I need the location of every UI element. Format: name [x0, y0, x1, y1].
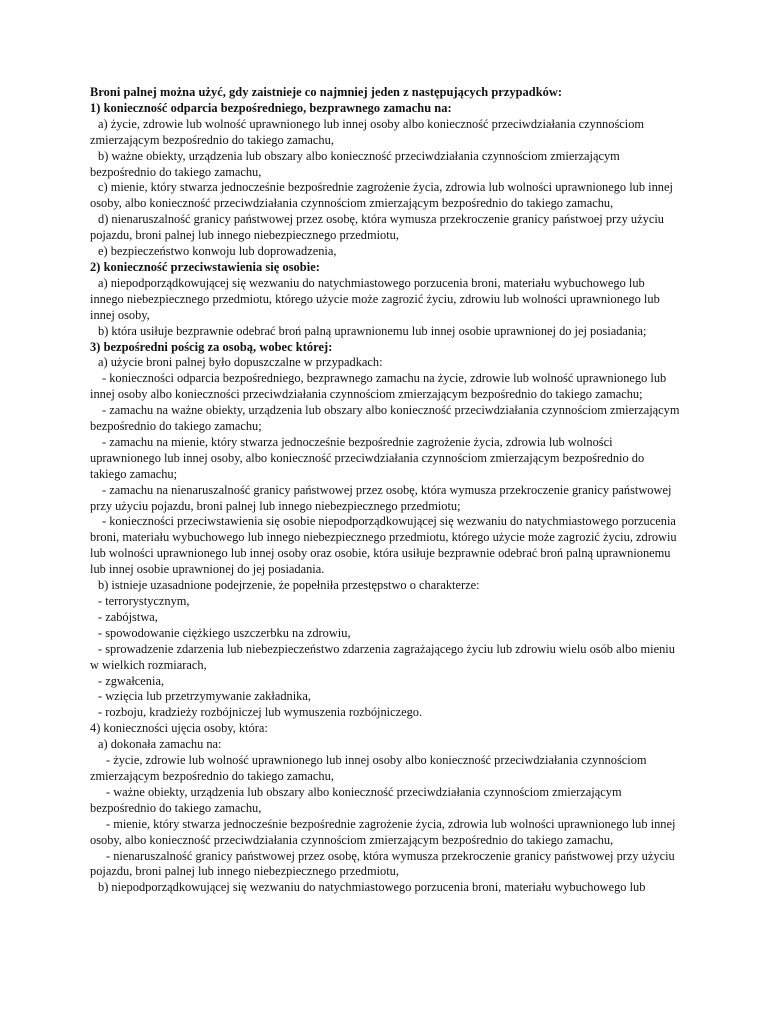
- paragraph: - spowodowanie ciężkiego uszczerbku na zdrowiu,: [98, 625, 351, 640]
- paragraph: - zamachu na ważne obiekty, urządzenia lub obszary albo konieczność przeciwdziałania czynnościom zmierzającym bezpośrednio do takiego zamachu;: [90, 403, 680, 434]
- paragraph: b) istnieje uzasadnione podejrzenie, że popełniła przestępstwo o charakterze:: [98, 578, 480, 593]
- paragraph: - nienaruszalność granicy państwowej przez osobę, która wymusza przekroczenie granicy państwowej przy użyciu pojazdu, broni palnej lub innego niebezpiecznego przedmiotu,: [90, 848, 675, 879]
- paragraph: e) bezpieczeństwo konwoju lub doprowadzenia,: [98, 244, 337, 259]
- paragraph: - sprowadzenie zdarzenia lub niebezpieczeństwo zdarzenia zagrażającego życiu lub zdrowiu wielu osób albo mieniu w wielkich rozmiarach,: [90, 641, 675, 672]
- paragraph: a) życie, zdrowie lub wolność uprawnionego lub innej osoby albo konieczność przeciwdziałania czynnościom zmierzającym bezpośrednio do takiego zamachu,: [90, 116, 645, 147]
- paragraph: - konieczności odparcia bezpośredniego, bezprawnego zamachu na życie, zdrowie lub wolność uprawnionego lub innej osoby albo konieczności przeciwdziałania czynnościom zmierzającym bezpośrednio do takiego zamachu;: [90, 371, 667, 402]
- paragraph: a) użycie broni palnej było dopuszczalne w przypadkach:: [98, 355, 383, 370]
- section-heading: 2) konieczność przeciwstawienia się osobie:: [90, 259, 320, 274]
- paragraph: a) dokonała zamachu na:: [98, 737, 222, 752]
- paragraph: a) niepodporządkowującej się wezwaniu do natychmiastowego porzucenia broni, materiału wybuchowego lub innego niebezpiecznego przedmiotu, którego użycie może zagrozić życiu, zdrowiu lub wolności uprawnionego lub innej osoby,: [90, 275, 660, 322]
- paragraph: b) niepodporządkowującej się wezwaniu do natychmiastowego porzucenia broni, materiału wybuchowego lub: [98, 880, 646, 895]
- paragraph: b) ważne obiekty, urządzenia lub obszary albo konieczność przeciwdziałania czynnościom zmierzającym bezpośrednio do takiego zamachu,: [90, 148, 620, 179]
- paragraph: - zgwałcenia,: [98, 673, 165, 688]
- section-heading: Broni palnej można użyć, gdy zaistnieje co najmniej jeden z następujących przypadków:: [90, 85, 563, 99]
- paragraph: - terrorystycznym,: [98, 594, 190, 608]
- paragraph: c) mienie, który stwarza jednocześnie bezpośrednie zagrożenie życia, zdrowia lub wolności uprawnionego lub innej osoby, albo konieczność przeciwdziałania czynnościom zmierzającym bezpośrednio do takiego zamachu,: [90, 180, 673, 211]
- paragraph: - mienie, który stwarza jednocześnie bezpośrednie zagrożenie życia, zdrowia lub wolności uprawnionego lub innej osoby, albo konieczność przeciwdziałania czynnościom zmierzającym bezpośrednio do takiego zamachu,: [90, 816, 676, 847]
- paragraph: - zabójstwa,: [98, 609, 158, 624]
- section-heading: 1) konieczność odparcia bezpośredniego, bezprawnego zamachu na:: [90, 100, 452, 115]
- paragraph: d) nienaruszalność granicy państwowej przez osobę, która wymusza przekroczenie granicy państwoej przy użyciu pojazdu, broni palnej lub innego niebezpiecznego przedmiotu,: [90, 212, 664, 243]
- paragraph: 4) konieczności ujęcia osoby, która:: [90, 721, 268, 736]
- paragraph: - ważne obiekty, urządzenia lub obszary albo konieczność przeciwdziałania czynnościom zmierzającym bezpośrednio do takiego zamachu,: [90, 784, 622, 815]
- paragraph: - konieczności przeciwstawienia się osobie niepodporządkowującej się wezwaniu do natychmiastowego porzucenia broni, materiału wybuchowego lub innego niebezpiecznego przedmiotu, którego użycie może zagrozić życiu, zdrowiu lub wolności uprawnionego lub innej osoby oraz osobie, która usiłuje bezprawnie odebrać broń palną uprawnionemu lub innej osobie uprawnionej do jej posiadania.: [90, 514, 677, 577]
- section-heading: 3) bezpośredni pościg za osobą, wobec której:: [90, 339, 333, 354]
- paragraph: - zamachu na nienaruszalność granicy państwowej przez osobę, która wymusza przekroczenie granicy państwowej przy użyciu pojazdu, broni palnej lub innego niebezpiecznego przedmiotu;: [90, 482, 672, 513]
- paragraph: b) która usiłuje bezprawnie odebrać broń palną uprawnionemu lub innej osobie uprawnionej do jej posiadania;: [98, 323, 647, 338]
- paragraph: - zamachu na mienie, który stwarza jednocześnie bezpośrednie zagrożenie życia, zdrowia lub wolności uprawnionego lub innej osoby, albo konieczność przeciwdziałania czynnościom zmierzającym bezpośrednio do takiego zamachu;: [90, 434, 645, 481]
- paragraph: - życie, zdrowie lub wolność uprawnionego lub innej osoby albo konieczność przeciwdziałania czynnościom zmierzającym bezpośrednio do takiego zamachu,: [90, 753, 647, 783]
- paragraph: - rozboju, kradzieży rozbójniczej lub wymuszenia rozbójniczego.: [98, 705, 423, 720]
- paragraph: - wzięcia lub przetrzymywanie zakładnika,: [98, 689, 311, 704]
- document-body: [90, 85, 680, 896]
